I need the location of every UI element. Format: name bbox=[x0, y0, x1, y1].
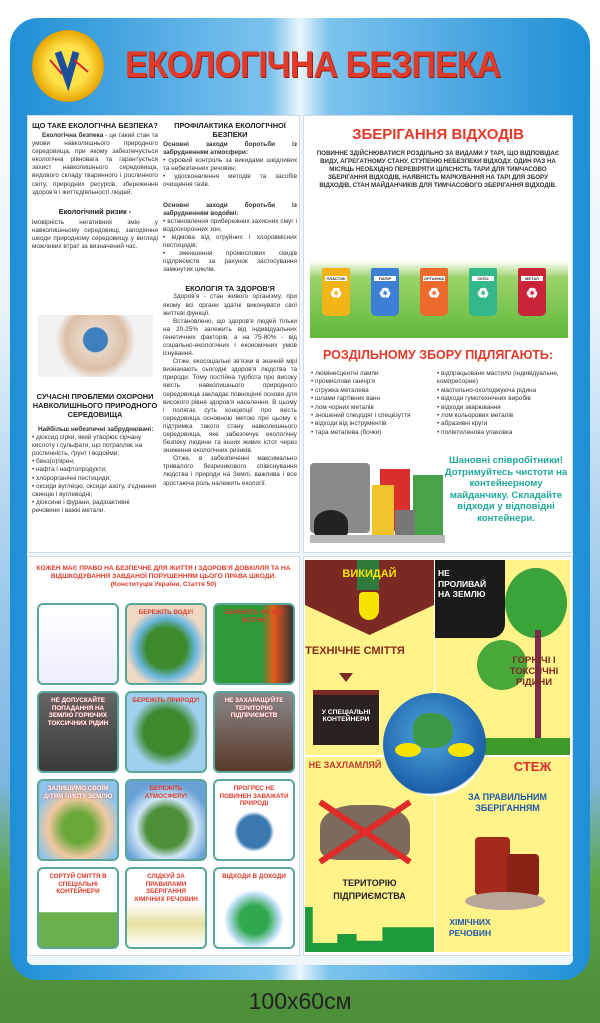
definition bbox=[32, 132, 158, 197]
no-litter-label: НЕ ЗАХЛАМЛЯЙ bbox=[308, 760, 382, 770]
list-item: • зношений спецодяг і спецвзуття bbox=[311, 412, 439, 420]
cross-icon bbox=[315, 797, 415, 867]
cleanliness-notice: Шановні співробітники! Дотримуйтесь чистоти на контейнерному майданчику. Складайте відходи у відповідні контейнери. bbox=[444, 455, 568, 524]
collection-list-left bbox=[311, 370, 439, 437]
poster-tile bbox=[37, 867, 119, 949]
list-item: • нафта і нафтопродукти; bbox=[32, 466, 158, 474]
tile-caption: ПРОГРЕС НЕ ПОВИНЕН ЗАВАЖАТИ ПРИРОДІ bbox=[219, 785, 289, 807]
list-item: • лом кольорових металів bbox=[437, 412, 572, 420]
tile-caption: НЕ ДОПУСКАЙТЕ ПОПАДАННЯ НА ЗЕМЛЮ ГОРЮЧИХ ТОКСИЧНИХ РІДИН bbox=[47, 697, 109, 727]
logo-icon bbox=[32, 30, 104, 102]
recycling-bin bbox=[518, 268, 546, 316]
chem-label: ХІМІЧНИХ РЕЧОВИН bbox=[448, 917, 492, 938]
trash-cans-image bbox=[310, 455, 445, 545]
list-item: • мастильно-охолоджуюча рідина bbox=[437, 387, 572, 395]
barrel-icon bbox=[475, 837, 510, 895]
hand-icon bbox=[359, 592, 379, 620]
factory-silhouette bbox=[305, 907, 434, 952]
recycle-icon: ♻ bbox=[525, 285, 539, 301]
list-item: • лом чорних металів bbox=[311, 404, 439, 412]
tile-caption: БЕРЕЖІТЬ АТМОСФЕРУ! bbox=[144, 785, 188, 800]
bin-label: МЕТАЛ bbox=[521, 276, 543, 281]
hands-globe-image bbox=[38, 315, 153, 377]
list-item: • відходи від інструментів bbox=[311, 420, 439, 428]
throw-label: ВИКИДАЙ bbox=[342, 568, 397, 580]
heading-health: ЕКОЛОГІЯ ТА ЗДОРОВ'Я bbox=[185, 284, 275, 294]
list-item: • поліетиленова упаковка bbox=[437, 429, 572, 437]
air-title: Основні заходи боротьби із забрудненням атмосфери: bbox=[163, 141, 297, 157]
definition-text: - це такий стан та умови навколишнього природного середовища, при якому забезпечується екологічна рівновага та гарантується захист навколишнього середовища, видового складу тваринного і рослинного світу, природних ресурсів, збереження здоров'я і життєдіяльності людей. bbox=[32, 132, 158, 196]
list-item: • діоксид сірки, який утворює сірчану кислоту і сульфати, що потрапляє на рослинність, ґрунт і водойми; bbox=[32, 434, 158, 458]
poster-tile bbox=[213, 603, 295, 685]
water-title: Основні заходи боротьби із забрудненням водоймі: bbox=[163, 201, 297, 217]
risk-heading: Екологічний ризик - bbox=[58, 206, 132, 216]
recycle-icon: ♻ bbox=[378, 285, 392, 301]
list-item: • тара металева (бочки) bbox=[311, 429, 439, 437]
recycle-icon: ♻ bbox=[427, 285, 441, 301]
poster-tile bbox=[125, 603, 207, 685]
recycle-icon: ♻ bbox=[476, 285, 490, 301]
tile-caption: СЛІДКУЙ ЗА ПРАВИЛАМИ ЗБЕРІГАННЯ ХІМІЧНИХ РЕЧОВИН bbox=[134, 873, 198, 903]
poster-tile bbox=[125, 779, 207, 861]
list-item: • шлами гартівних ванн bbox=[311, 395, 439, 403]
heading-what-is: ЩО ТАКЕ ЕКОЛОГІЧНА БЕЗПЕКА? bbox=[32, 121, 158, 130]
heading-prevention: ПРОФІЛАКТИКА ЕКОЛОГІЧНОЇ БЕЗПЕКИ bbox=[174, 121, 286, 139]
bin-label: ПАПІР bbox=[374, 276, 396, 281]
bin-label: СКЛО bbox=[472, 276, 494, 281]
list-item: • відмова від отруйних і хлоровмісних пестицидів; bbox=[163, 234, 297, 250]
liquids-label: ГОРЮЧІ І ТОКСИЧНІ РІДИНИ bbox=[509, 655, 559, 688]
paragraph: Отже, екосоціальні зв'язки в значній мірі визначають сьогодні здоров'я людства та природи. Тому постійна турбота про високу якість навколишнього природного середовища закладає повноцінні основи для високого рівня здоров'я населення. В цьому і полягає суть концепції про якість середовища основною метою при цьому є підтримка такого стану навколишнього середовища, яке забезпечує екологічну безпеку людини та інших живих істот через зниження екологічних ризиків. bbox=[163, 358, 297, 455]
list-item: • відходи гумотехнічних виробів bbox=[437, 395, 572, 403]
pollutants-list bbox=[32, 434, 158, 515]
list-item: • хлорорганічні пестициди; bbox=[32, 475, 158, 483]
recycling-bin bbox=[420, 268, 448, 316]
poster-tile bbox=[213, 779, 295, 861]
recycling-bin bbox=[322, 268, 350, 316]
poster-tile bbox=[125, 867, 207, 949]
list-item: • стружка металева bbox=[311, 387, 439, 395]
list-item: • суровий контроль за викидами шкідливих та небезпечних речовин; bbox=[163, 157, 297, 173]
tile-caption: ЗАЛИШИМО СВОЇМ ДІТЯМ ЧИСТУ ЗЕМЛЮ bbox=[43, 785, 113, 800]
poster-tile bbox=[37, 779, 119, 861]
list-item: • удосконалення методів та засобів очищення газів. bbox=[163, 173, 297, 189]
no-spill-label: НЕ ПРОЛИВАЙ НА ЗЕМЛЮ bbox=[438, 568, 487, 599]
bin-label: ПЛАСТИК bbox=[326, 276, 346, 281]
territory-label: ТЕРИТОРІЮ ПІДПРИЄМСТВА bbox=[333, 878, 406, 901]
logo-emblem bbox=[32, 30, 104, 102]
storage-title: ЗБЕРІГАННЯ ВІДХОДІВ bbox=[352, 126, 524, 143]
list-item: • промислове ганчір'я bbox=[311, 378, 439, 386]
tile-caption: БЕРЕЖІТЬ ВОДУ! bbox=[138, 609, 194, 616]
risk-text: імовірність негативних змін у навколишньому середовищі, заподіяння шкоди природному середовищу у вигляді можливих втрат за визначений час. bbox=[32, 218, 158, 251]
page-title: ЕКОЛОГІЧНА БЕЗПЕКА bbox=[125, 44, 501, 85]
poster-tile bbox=[37, 603, 119, 685]
list-item: • встановлення прибережних захисних смуг і водоохоронних зон; bbox=[163, 218, 297, 234]
separate-collection-title: РОЗДІЛЬНОМУ ЗБОРУ ПІДЛЯГАЮТЬ: bbox=[322, 348, 554, 362]
tree bbox=[505, 568, 567, 638]
storage-label: ЗА ПРАВИЛЬНИМ ЗБЕРІГАННЯМ bbox=[467, 792, 548, 813]
heading-problems: СУЧАСНІ ПРОБЛЕМИ ОХОРОНИ НАВКОЛИШНЬОГО ПРИРОДНОГО СЕРЕДОВИЩА bbox=[32, 392, 158, 419]
list-item: • бенз(о)пірен; bbox=[32, 458, 158, 466]
recycling-bin bbox=[371, 268, 399, 316]
poster-tile bbox=[213, 691, 295, 773]
storage-text: ПОВИННЕ ЗДІЙСНЮВАТИСЯ РОЗДІЛЬНО ЗА ВИДАМИ У ТАРІ, ЩО ВІДПОВІДАЄ ВИДУ, АГРЕГАТНОМУ СТАНУ, СТУПЕНЮ НЕБЕЗПЕКИ ВІДХОДУ. ОДИН РАЗ НА МІСЯЦЬ НЕОБХІДНО ПЕРЕВІРЯТИ ЦІЛІСНІСТЬ ТАРИ ДЛЯ ТИМЧАСОВО ЗБЕРІГАННЯ ВІДХОДІВ, НАЯВНІСТЬ МАРКУВАННЯ НА ТАРІ ДЛЯ ЗБОРУ ВІДХОДІВ, СТАН МАЙДАНЧИКІВ ДЛЯ ТИМЧАСОВОГО ЗБЕРІГАННЯ ВІДХОДІВ. bbox=[316, 150, 560, 189]
watch-label: СТЕЖ bbox=[513, 759, 552, 774]
pollutants-title: Найбільш небезпечні забруднювачі: bbox=[38, 426, 154, 433]
bin-label: ОРГАНІКА bbox=[423, 276, 444, 281]
list-item: • діоксини і фурани, радіоактивні речовини і важкі метали. bbox=[32, 499, 158, 515]
health-text bbox=[163, 293, 297, 487]
list-item: • відходи зварювання bbox=[437, 404, 572, 412]
paragraph: Здоров'я - стан живого організму, при якому всі органи здатні виконувати свої життєві функції. bbox=[163, 293, 297, 317]
containers-label: У СПЕЦІАЛЬНІ КОНТЕЙНЕРИ bbox=[313, 690, 379, 745]
air-list bbox=[163, 157, 297, 189]
recycling-bin bbox=[469, 268, 497, 316]
recycle-icon: ♻ bbox=[329, 285, 343, 301]
size-caption: 100x60см bbox=[248, 988, 352, 1014]
water-list bbox=[163, 218, 297, 275]
column-1 bbox=[32, 121, 158, 251]
list-item: • люмінесцентні лампи bbox=[311, 370, 439, 378]
list-item: • зменшення промислових скидів підприємств за рахунок застосування замкнутих циклів. bbox=[163, 250, 297, 274]
list-item: • відпрацьоване мастило (індивідуальне, компресорне) bbox=[437, 370, 572, 387]
poster-tile bbox=[125, 691, 207, 773]
tile-caption: ВІДХОДИ В ДОХОДИ bbox=[222, 873, 286, 880]
collection-list-right bbox=[437, 370, 572, 437]
poster-tile bbox=[213, 867, 295, 949]
tile-caption: БЕРЕЖІТЬ ЛІС ВІД ВОГНЮ bbox=[225, 609, 283, 624]
tile-caption: НЕ ЗАХАРАЩУЙТЕ ТЕРИТОРІЮ ПІДПРИЄМСТВ bbox=[224, 697, 284, 719]
globe-hands-icon bbox=[383, 693, 486, 796]
arrow-down-icon bbox=[339, 673, 353, 689]
list-item: • абразивні круги bbox=[437, 420, 572, 428]
column-1-bottom bbox=[32, 392, 158, 515]
tech-waste-label: ТЕХНІЧНЕ СМІТТЯ bbox=[305, 645, 405, 657]
list-item: • оксиди вуглецю, оксиди азоту, з'єднання свинцю і вуглеводні; bbox=[32, 483, 158, 499]
rights-text: КОЖЕН МАЄ ПРАВО НА БЕЗПЕЧНЕ ДЛЯ ЖИТТЯ І ЗДОРОВ'Я ДОВКІЛЛЯ ТА НА ВІДШКОДУВАННЯ ЗАВДАНОЇ ПОРУШЕННЯМ ЦЬОГО ПРАВА ШКОДИ. bbox=[36, 565, 291, 580]
tile-caption: БЕРЕЖІТЬ ПРИРОДУ! bbox=[132, 697, 200, 704]
constitution-quote bbox=[32, 565, 295, 589]
poster-tile bbox=[37, 691, 119, 773]
column-2 bbox=[163, 121, 297, 488]
tile-caption: СОРТУЙ СМІТТЯ В СПЕЦІАЛЬНІ КОНТЕЙНЕРИ bbox=[49, 873, 107, 895]
paragraph: Отже, в забезпеченні максимально тривалого безризикового співіснування людства і природи на Землі, важлива і все зростаюча роль належить екології. bbox=[163, 455, 297, 487]
rights-source: (Конституція України, Стаття 50) bbox=[110, 581, 217, 588]
term: Екологічна безпека bbox=[42, 132, 104, 139]
paragraph: Встановлено, що здоров'я людей тільки на 20-25% залежить від індивідуальних генетичних факторів, а на 75-80% - від соціально-екологічних і економічних умов існування. bbox=[163, 317, 297, 358]
